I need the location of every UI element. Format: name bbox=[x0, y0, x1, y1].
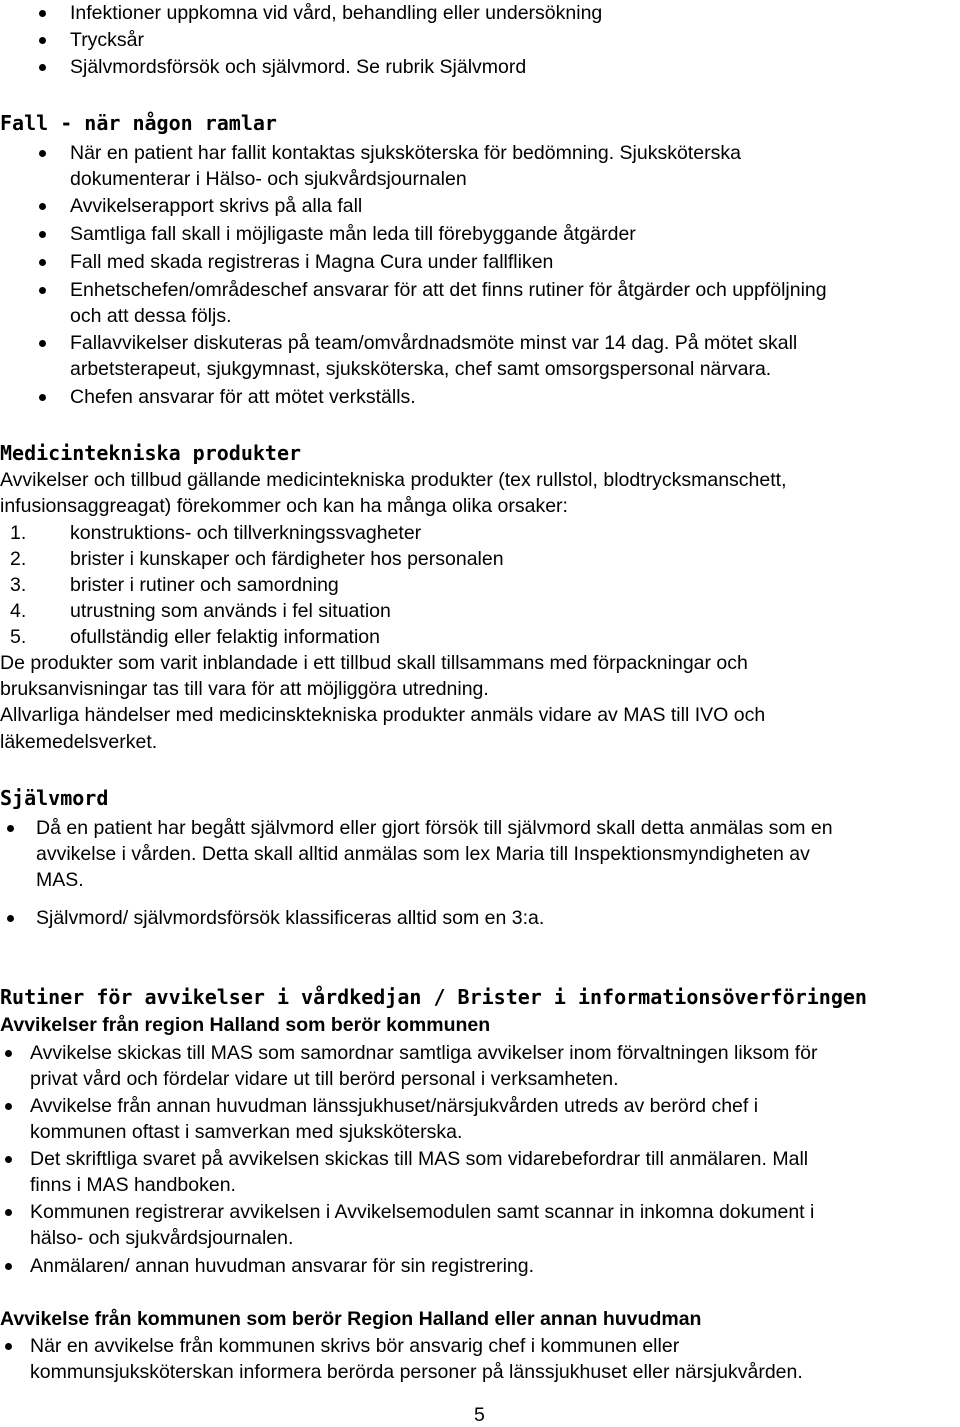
list-item-text: Avvikelse från annan huvudman länssjukhuset/närsjukvården utreds av berörd chef i bbox=[30, 1095, 759, 1117]
list-item bbox=[0, 27, 144, 53]
bullet-icon bbox=[39, 231, 46, 238]
numbered-item bbox=[0, 598, 391, 624]
list-item-text: Självmord/ självmordsförsök klassificeras alltid som en 3:a. bbox=[36, 907, 545, 929]
list-item bbox=[0, 1093, 758, 1119]
bullet-icon bbox=[39, 287, 46, 294]
list-item-text: Anmälaren/ annan huvudman ansvarar för sin registrering. bbox=[30, 1255, 535, 1277]
paragraph-line: läkemedelsverket. bbox=[0, 731, 158, 753]
list-item-text: Då en patient har begått självmord eller gjort försök till självmord skall detta anmälas som en bbox=[36, 817, 833, 839]
item-number: 3. bbox=[10, 574, 27, 596]
list-item bbox=[0, 1146, 808, 1172]
list-item-text: Fallavvikelser diskuteras på team/omvårdnadsmöte minst var 14 dag. På mötet skall bbox=[70, 332, 798, 354]
list-item-text: Enhetschefen/områdeschef ansvarar för att det finns rutiner för åtgärder och uppföljning bbox=[70, 279, 827, 301]
bullet-icon bbox=[39, 340, 46, 347]
list-item bbox=[0, 905, 544, 931]
bullet-icon bbox=[7, 825, 14, 832]
bullet-icon bbox=[5, 1156, 12, 1163]
list-item-continuation: kommunsjuksköterskan informera berörda personer på länssjukhuset eller närsjukvården. bbox=[30, 1361, 803, 1383]
list-item bbox=[0, 193, 362, 219]
numbered-item bbox=[0, 572, 339, 598]
bullet-icon bbox=[5, 1343, 12, 1350]
list-item bbox=[0, 384, 416, 410]
paragraph-line: Avvikelser och tillbud gällande medicintekniska produkter (tex rullstol, blodtrycksmanschett, bbox=[0, 469, 787, 491]
paragraph-line: Allvarliga händelser med medicinsktekniska produkter anmäls vidare av MAS till IVO och bbox=[0, 704, 766, 726]
list-item-continuation: MAS. bbox=[36, 869, 84, 891]
section-heading-suicide: Självmord bbox=[0, 786, 109, 810]
bullet-icon bbox=[39, 394, 46, 401]
list-item-text: Infektioner uppkomna vid vård, behandling eller undersökning bbox=[70, 2, 603, 24]
bullet-icon bbox=[39, 150, 46, 157]
list-item-text: Samtliga fall skall i möjligaste mån leda till förebyggande åtgärder bbox=[70, 223, 636, 245]
item-number: 4. bbox=[10, 600, 27, 622]
paragraph-line: infusionsaggreagat) förekommer och kan ha många olika orsaker: bbox=[0, 495, 568, 517]
list-item bbox=[0, 1333, 679, 1359]
list-item-continuation: finns i MAS handboken. bbox=[30, 1174, 236, 1196]
item-number: 5. bbox=[10, 626, 27, 648]
numbered-item bbox=[0, 546, 504, 572]
bullet-icon bbox=[39, 203, 46, 210]
bullet-icon bbox=[39, 37, 46, 44]
list-item bbox=[0, 1253, 534, 1279]
list-item-text: När en patient har fallit kontaktas sjuksköterska för bedömning. Sjuksköterska bbox=[70, 142, 741, 164]
subheading: Avvikelse från kommunen som berör Region Halland eller annan huvudman bbox=[0, 1308, 702, 1330]
list-item bbox=[0, 221, 636, 247]
item-text: brister i rutiner och samordning bbox=[70, 574, 339, 596]
item-text: brister i kunskaper och färdigheter hos personalen bbox=[70, 548, 504, 570]
bullet-icon bbox=[39, 10, 46, 17]
list-item-continuation: kommunen oftast i samverkan med sjuksköterska. bbox=[30, 1121, 463, 1143]
paragraph-line: bruksanvisningar tas till vara för att möjliggöra utredning. bbox=[0, 678, 489, 700]
list-item-continuation: hälso- och sjukvårdsjournalen. bbox=[30, 1227, 294, 1249]
list-item-continuation: avvikelse i vården. Detta skall alltid anmälas som lex Maria till Inspektionsmyndigheten av bbox=[36, 843, 810, 865]
list-item-continuation: arbetsterapeut, sjukgymnast, sjuksköterska, chef samt omsorgspersonal närvara. bbox=[70, 358, 772, 380]
bullet-icon bbox=[5, 1209, 12, 1216]
section-heading-medtech: Medicintekniska produkter bbox=[0, 441, 302, 465]
list-item-continuation: dokumenterar i Hälso- och sjukvårdsjournalen bbox=[70, 168, 467, 190]
item-text: ofullständig eller felaktig information bbox=[70, 626, 381, 648]
list-item-text: Avvikelse skickas till MAS som samordnar samtliga avvikelser inom förvaltningen liksom för bbox=[30, 1042, 818, 1064]
paragraph-line: De produkter som varit inblandade i ett tillbud skall tillsammans med förpackningar och bbox=[0, 652, 748, 674]
bullet-icon bbox=[39, 259, 46, 266]
item-text: utrustning som används i fel situation bbox=[70, 600, 391, 622]
section-heading-fall: Fall - när någon ramlar bbox=[0, 111, 277, 135]
list-item bbox=[0, 140, 741, 166]
list-item bbox=[0, 0, 602, 26]
page-number: 5 bbox=[474, 1404, 485, 1426]
section-heading-routines: Rutiner för avvikelser i vårdkedjan / Brister i informationsöverföringen bbox=[0, 985, 867, 1009]
list-item-text: Avvikelserapport skrivs på alla fall bbox=[70, 195, 363, 217]
bullet-icon bbox=[5, 1263, 12, 1270]
item-number: 1. bbox=[10, 522, 27, 544]
bullet-icon bbox=[5, 1103, 12, 1110]
subheading: Avvikelser från region Halland som berör kommunen bbox=[0, 1014, 491, 1036]
list-item bbox=[0, 54, 526, 80]
list-item-text: När en avvikelse från kommunen skrivs bör ansvarig chef i kommunen eller bbox=[30, 1335, 680, 1357]
list-item-text: Fall med skada registreras i Magna Cura under fallfliken bbox=[70, 251, 554, 273]
item-number: 2. bbox=[10, 548, 27, 570]
numbered-item bbox=[0, 520, 421, 546]
list-item bbox=[0, 249, 553, 275]
list-item bbox=[0, 1040, 817, 1066]
item-text: konstruktions- och tillverkningssvagheter bbox=[70, 522, 422, 544]
list-item-text: Kommunen registrerar avvikelsen i Avvikelsemodulen samt scannar in inkomna dokument i bbox=[30, 1201, 815, 1223]
list-item-text: Trycksår bbox=[70, 29, 145, 51]
bullet-icon bbox=[5, 1050, 12, 1057]
list-item-text: Det skriftliga svaret på avvikelsen skickas till MAS som vidarebefordrar till anmälaren. Mall bbox=[30, 1148, 809, 1170]
numbered-item bbox=[0, 624, 380, 650]
list-item-text: Självmordsförsök och självmord. Se rubrik Självmord bbox=[70, 56, 527, 78]
bullet-icon bbox=[39, 64, 46, 71]
bullet-icon bbox=[7, 915, 14, 922]
list-item bbox=[0, 1199, 814, 1225]
list-item bbox=[0, 815, 833, 841]
list-item-continuation: privat vård och fördelar vidare ut till berörd personal i verksamheten. bbox=[30, 1068, 619, 1090]
list-item bbox=[0, 330, 797, 356]
list-item bbox=[0, 277, 827, 303]
list-item-text: Chefen ansvarar för att mötet verkställs. bbox=[70, 386, 416, 408]
list-item-continuation: och att dessa följs. bbox=[70, 305, 232, 327]
